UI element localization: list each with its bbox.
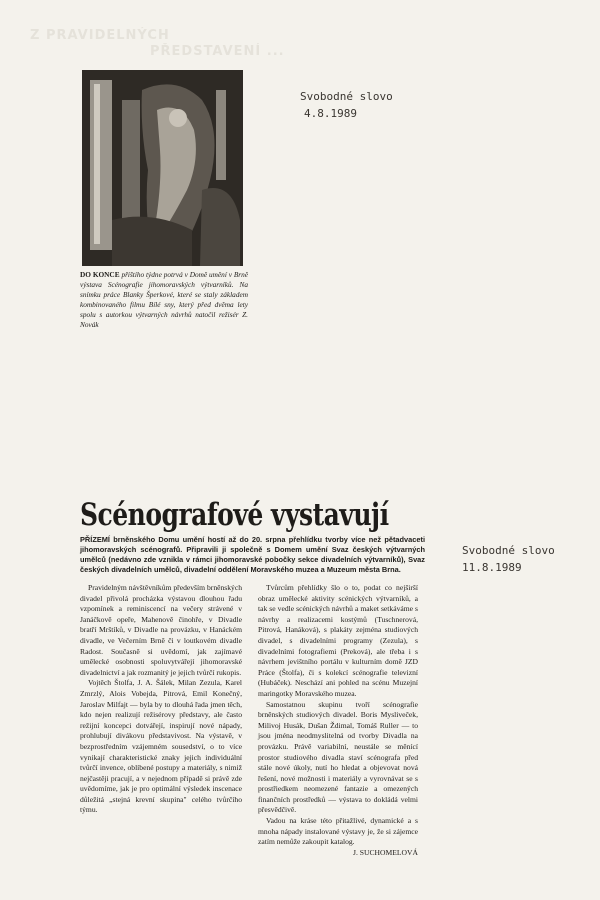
article-signature: J. SUCHOMELOVÁ [353,847,418,857]
source-paper: Svobodné slovo [462,544,555,557]
source-paper: Svobodné slovo [300,90,393,103]
scenography-photo-icon [82,70,243,266]
source-stamp [462,542,555,576]
article-column-1 [80,583,242,816]
source-date: 4.8.1989 [304,107,357,120]
source-stamp [300,88,393,122]
photo-caption [80,270,248,330]
caption-lead: DO KONCE [80,270,120,279]
article-paragraph: Pravidelným návštěvníkům především brněnských divadel přivolá procházka výstavou dlouhou řadu vzpomínek a reminiscencí na večery strávené v Janáčkově opeře, Mahenově činohře, v Divadle bratří Mrštíků, v Divadle na provázku, v Hanáckém divadle, ve Večerním Brně či v loutkovém divadle Radost. Současně si uvědomí, jak zajímavé umělecké osobnosti spoluvytvářejí jihomoravské divadelnictví a jak rozmanitý je jejich tvůrčí rukopis. [80,583,242,677]
scenography-photo [82,70,243,266]
bleed-through-text: PŘEDSTAVENÍ ... [150,44,285,59]
bleed-through-text: Z PRAVIDELNÝCH [30,28,170,43]
article-paragraph: Samostatnou skupinu tvoří scénografie brněnských studiových divadel. Boris Mysliveček, Milivoj Husák, Dušan Ždimal, Tomáš Ruller — to jsou jména neodmyslitelná od tvorby Divadla na provázku. Právě variabilní, neustále se měnící prostor studiového divadla staví scénografa před stále nové úkoly, nutí ho hledat a objevovat nová řešení, nové možnosti i materiály a vyrovnávat se s prostřiedkem neomezené fantazie a omezených finančních prostředků — výstava to dokládá velmi přesvědčivě. [258,699,418,815]
article-lead: PŘÍZEMÍ brněnského Domu umění hostí až do 20. srpna přehlídku tvorby více než pětadvaceti jihomoravských scénografů. Připravili ji společně s Domem umění Svaz českých výtvarných umělců (nedávno zde vznikla v rámci jihomoravské pobočky sekce divadelních výtvarníků), Svaz českých divadelních umělců, divadelní oddělení Moravského muzea a Muzeum města Brna. [80,535,425,574]
article-column-2 [258,583,418,858]
article-paragraph: Vojtěch Štolfa, J. A. Šálek, Milan Zezula, Karel Zmrzlý, Alois Vobejda, Pitrová, Emil Konečný, Jaroslav Milfajt — byla by to dlouhá řada jmen těch, kdo nejen realizují režisérovy představy, ale často režijní koncepci dotvářejí, inspirují nové nápady, prohlubují divákovu představivost. Na výstavě, v bezprostředním vzájemném sousedství, o to více vynikají charakteristické znaky jejich individuální tvůrčí invence, oblíbené postupy a materiály, s nimiž nejčastěji pracují, a v nejednom případě si právě zde uvědomíme, jak je pro optimální výsledek inscenace důležitá „stejná krevní skupina" celého tvůrčího týmu. [80,678,242,815]
article-paragraph: Vadou na kráse této přitažlivé, dynamické a s mnoha nápady instalované výstavy je, že si zájemce zatím nemůže zakoupit katalog. [258,816,418,847]
article-headline: Scénografové vystavují [80,496,389,533]
article-paragraph: Tvůrcům přehlídky šlo o to, podat co nejširší obraz umělecké aktivity scénických výtvarníků, a tak se vedle scénických návrhů a maket setkáváme s návrhy a realizacemi kostýmů (Tuschnerová, Pitrová, Hanáková), s plakáty zejména studiových divadel, s divadelními programy (Zezula), s divadelními fotografiemi (Preková), ale třeba i s návrhem jevištního portálu v kulturním domě JZD Práce (Štolfa), či s kolekcí scénografie televizní (Hubáček). Neschází ani pohled na scénu Muzejní maringotky Moravského muzea. [258,583,418,698]
source-date: 11.8.1989 [462,561,522,574]
caption-text: příštího týdne potrvá v Domě umění v Brně výstava Scénografie jihomoravských výtvarníků. Na snímku práce Blanky Šperkové, které se staly základem kombinovaného filmu Bílé sny, který před dvěma lety spolu s autorkou výtvarných návrhů natočil režisér Z. Novák [80,270,248,329]
